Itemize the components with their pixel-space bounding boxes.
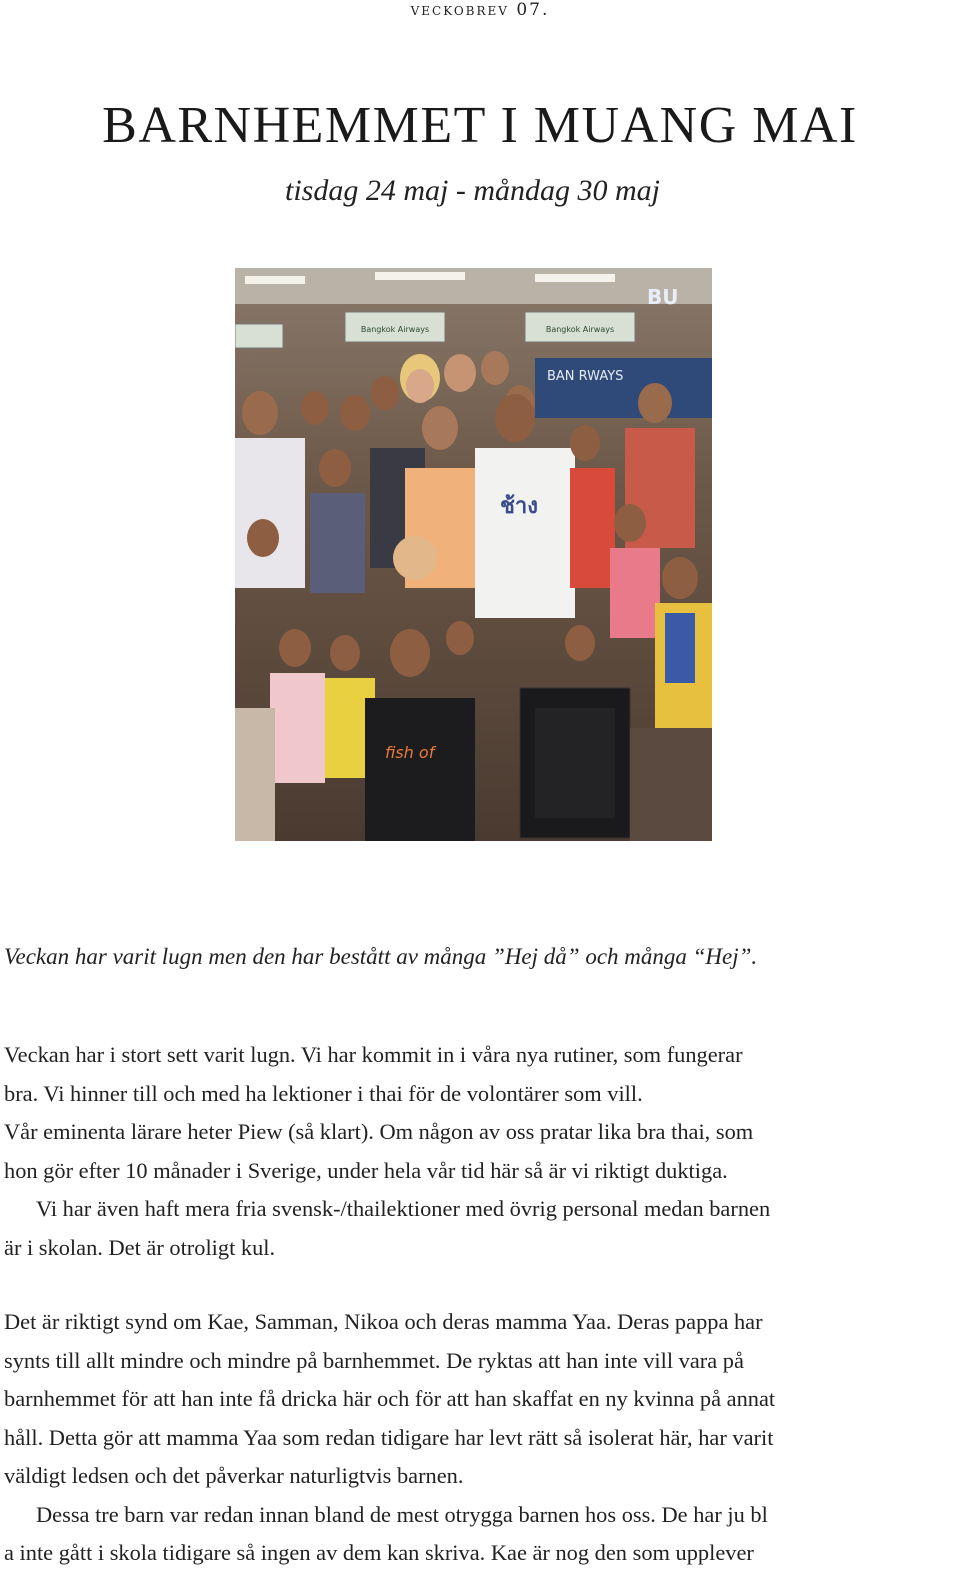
person-pink-dress [270,673,325,783]
page-title: BARNHEMMET I MUANG MAI [102,97,858,154]
body-line: a inte gått i skola tidigare så ingen av dem kan skriva. Kae är nog den som upplever [4,1540,754,1565]
person-face [614,504,646,542]
person-face [371,376,399,410]
body-line: Vår eminenta lärare heter Piew (så klart). Om någon av oss pratar lika bra thai, som [4,1119,754,1144]
person-face [242,391,278,435]
person-blonde-woman [393,536,437,580]
person-face [319,449,351,487]
person-grey-shirt [310,493,365,593]
airline-banner-text: BAN RWAYS [547,369,624,384]
paragraph-gap [4,1267,956,1303]
person-face [279,629,311,667]
body-line: bra. Vi hinner till och med ha lektioner i thai för de volontärer som vill. [4,1080,643,1106]
body-line: är i skolan. Det är otroligt kul. [4,1234,276,1260]
ceiling [235,268,712,304]
person-face [340,395,370,431]
body-line: väldigt ledsen och det påverkar naturligtvis barnen. [4,1463,464,1488]
body-line: hon gör efter 10 månader i Sverige, under hela vår tid här så är vi riktigt duktiga. [4,1157,728,1183]
tshirt-print: fish of [385,743,435,762]
body-line: barnhemmet för att han inte få dricka här och för att han skaffat en ny kvinna på annat [4,1386,776,1411]
suitcase-panel [535,708,615,818]
body-line: håll. Detta gör att mamma Yaa som redan tidigare har levt rätt så isolerat här, har varit [4,1424,774,1450]
person-black-tshirt [365,698,475,841]
ceiling-light [245,276,305,284]
person-face [495,394,535,442]
article-body [4,1036,956,1573]
lead-paragraph: Veckan har varit lugn men den har bestått av många ”Hej då” och många “Hej”. [4,944,758,969]
airline-banner [535,358,712,418]
airline-sign-left-text: Bangkok Airways [360,325,430,334]
person-red-tshirt [570,468,615,588]
body-line: synts till allt mindre och mindre på barnhemmet. De ryktas att han inte vill vara på [4,1347,744,1373]
person-face [446,621,474,655]
newsletter-kicker: veckobrev 07. [410,0,550,20]
airline-sign-right-text: Bangkok Airways [545,325,615,334]
tshirt-print: ช้าง [500,494,539,519]
person-face [330,635,360,671]
person-face [247,519,279,557]
body-line: Veckan har i stort sett varit lugn. Vi har kommit in i våra nya rutiner, som fungerar [4,1042,743,1067]
person-face [444,354,476,392]
person-white-shirt [235,438,305,588]
person-face [390,629,430,677]
date-range-subtitle: tisdag 24 maj - måndag 30 maj [285,174,660,207]
person-partial [235,708,275,841]
banner-right-text: BU [647,285,679,309]
person-partial [630,728,712,841]
person-pink-shirt [610,548,660,638]
person-white-tshirt [475,448,575,618]
group-photo-illustration [235,268,712,841]
person-face [570,425,600,461]
body-line: Vi har även haft mera fria svensk-/thailektioner med övrig personal medan barnen [36,1196,771,1221]
person-face [422,406,458,450]
body-line: Dessa tre barn var redan innan bland de mest otrygga barnen hos oss. De har ju bl [36,1501,768,1527]
person-face [406,369,434,403]
person-face [565,625,595,661]
ceiling-light [375,272,465,280]
group-photo [235,268,712,841]
person-face [638,383,672,423]
person-blue-panel [665,613,695,683]
person-face [662,557,698,599]
ceiling-light [535,274,615,282]
person-face [481,351,509,385]
person-face [301,391,329,425]
airline-sign-far-left [235,324,283,348]
body-line: Det är riktigt synd om Kae, Samman, Nikoa och deras mamma Yaa. Deras pappa har [4,1309,763,1334]
